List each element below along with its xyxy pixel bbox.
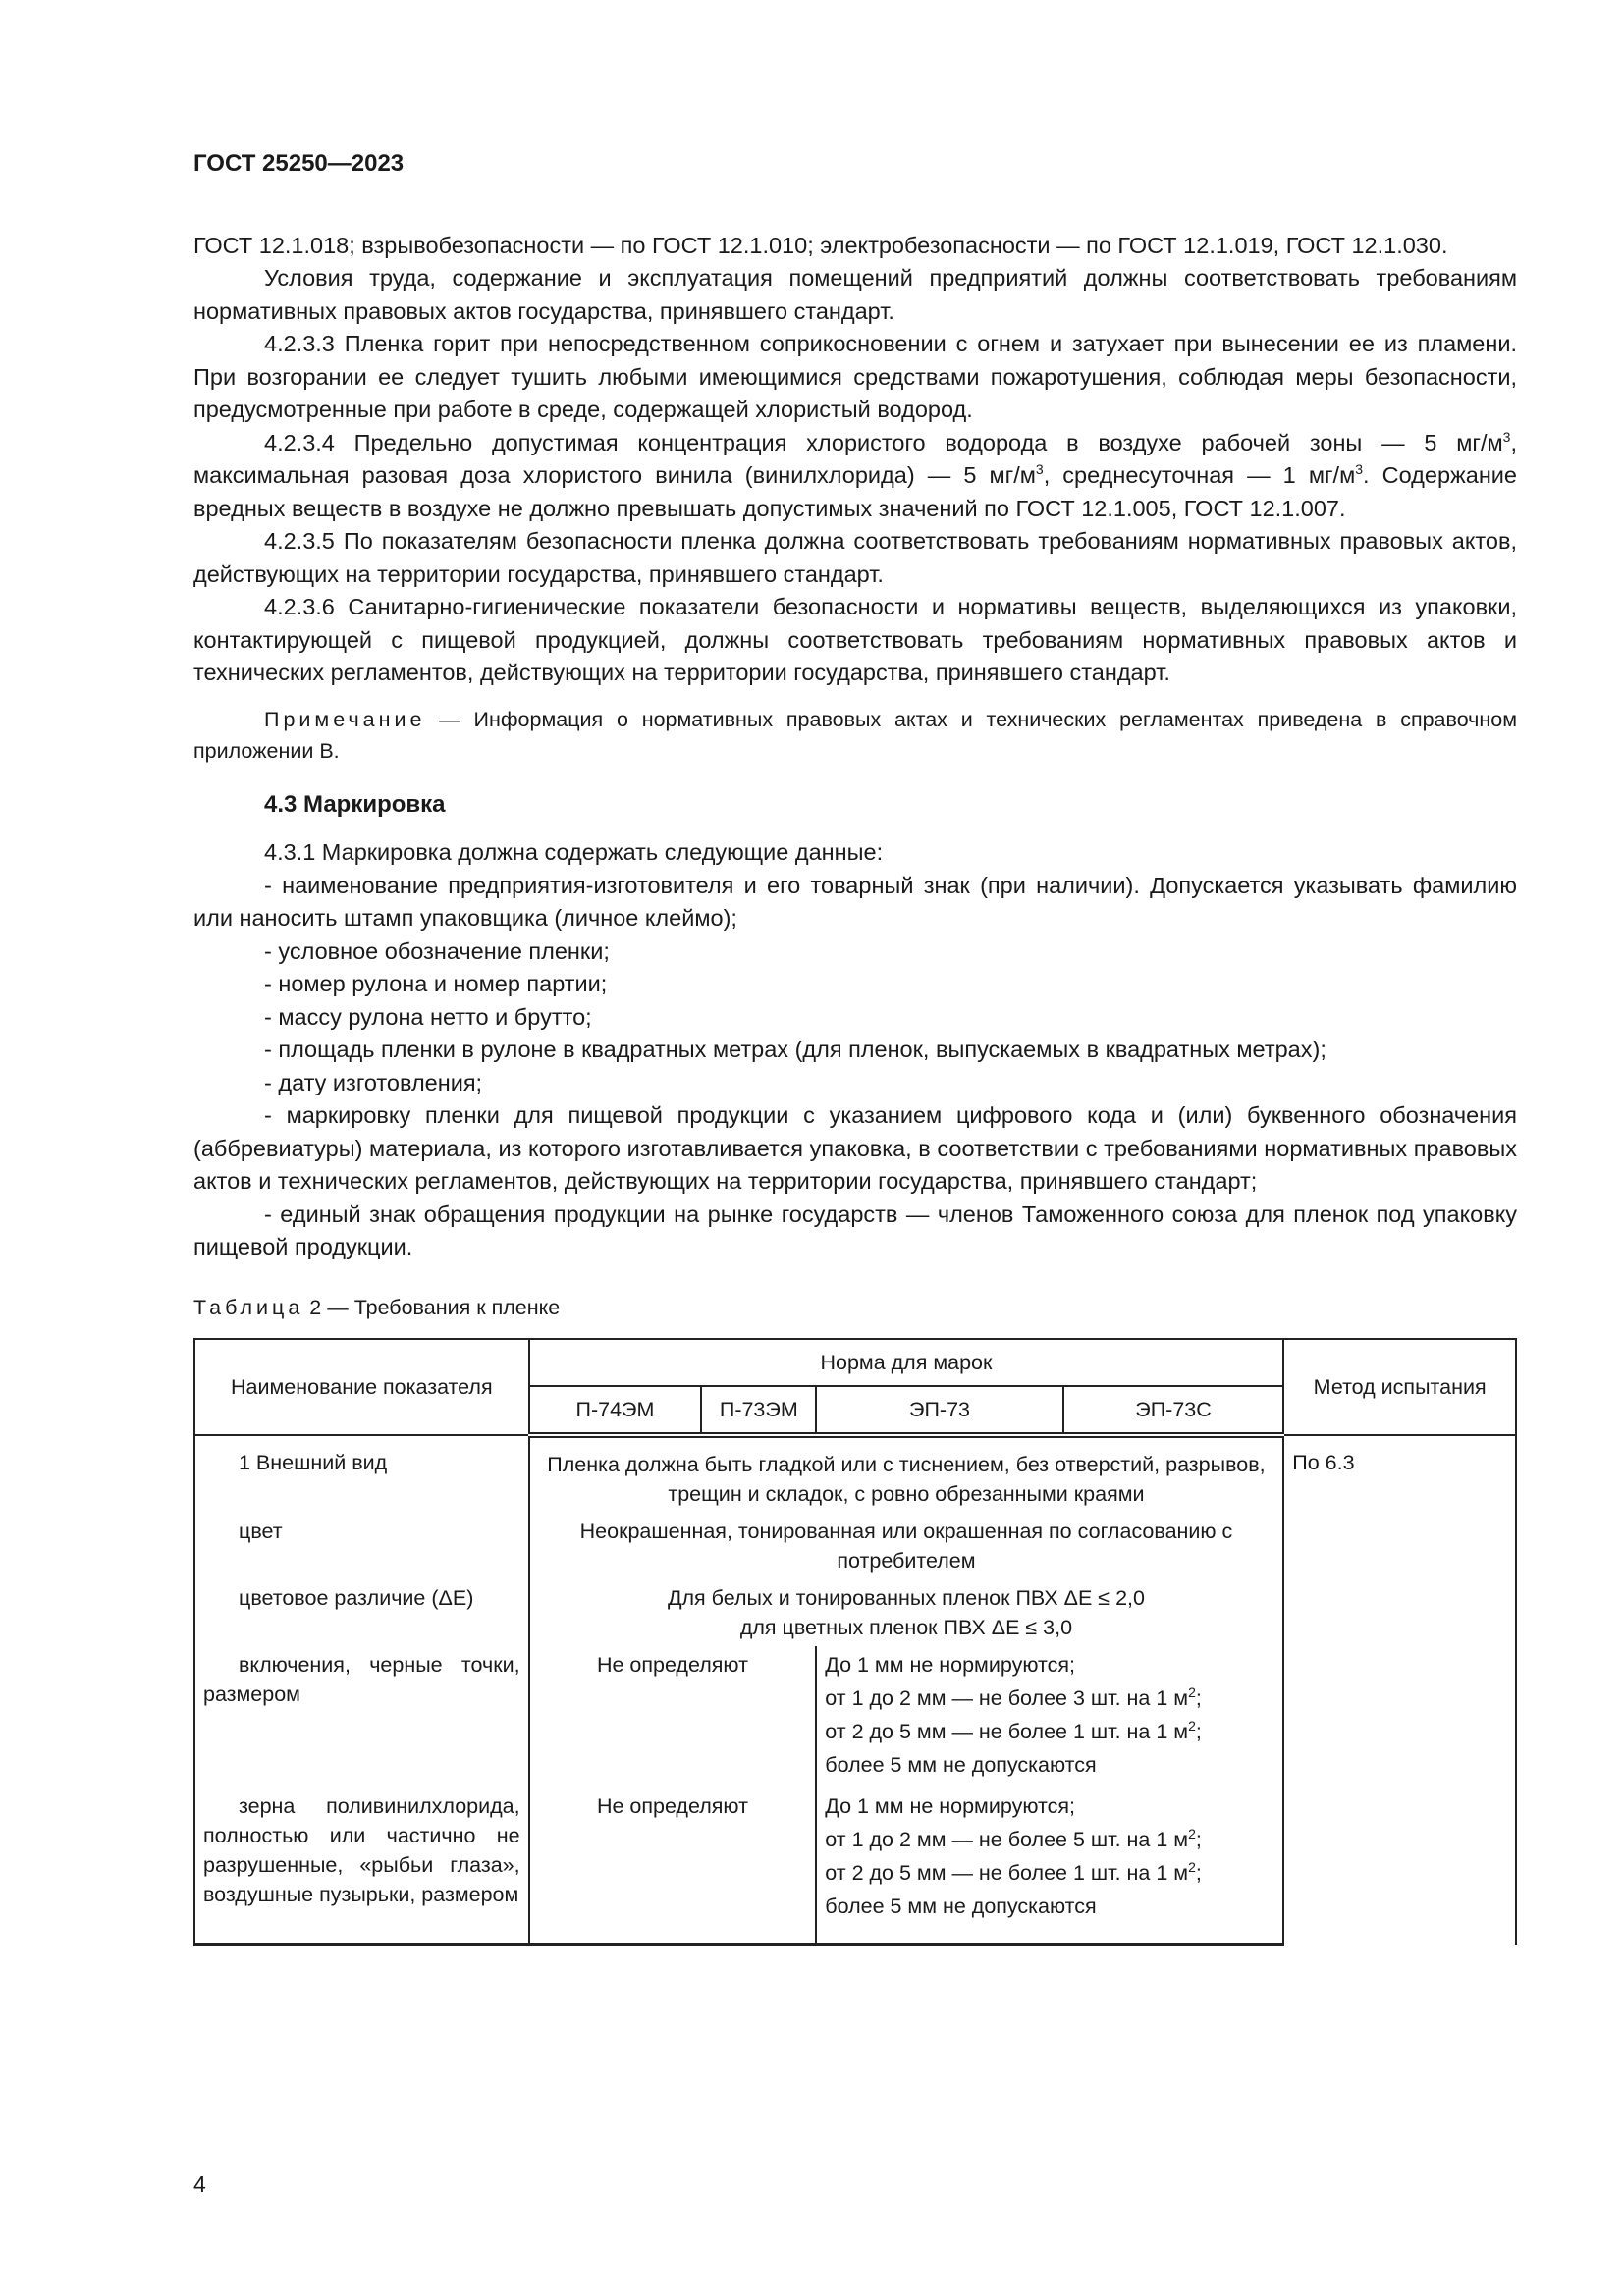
page-number: 4 bbox=[193, 2171, 206, 2197]
cell-name: 1 Внешний вид bbox=[194, 1435, 529, 1513]
cell-value: Неокрашенная, тонированная или окрашенная по согласованию с потребителем bbox=[529, 1513, 1284, 1579]
header-name: Наименование показателя bbox=[194, 1339, 529, 1435]
header-norm: Норма для марок bbox=[529, 1339, 1284, 1386]
cell-value: Не определяют bbox=[529, 1788, 817, 1945]
list-item: - площадь пленки в рулоне в квадратных метрах (для пленок, выпускаемых в квадратных метрах); bbox=[264, 1037, 1326, 1062]
section-title: 4.3 Маркировка bbox=[264, 790, 446, 818]
cell-name: цвет bbox=[194, 1513, 529, 1579]
table-row bbox=[194, 1435, 1516, 1513]
cell-value: Для белых и тонированных пленок ПВХ ΔE ≤ 2,0 для цветных пленок ПВХ ΔE ≤ 3,0 bbox=[529, 1579, 1284, 1646]
header-grade: ЭП-73 bbox=[816, 1386, 1062, 1435]
paragraph: Условия труда, содержание и эксплуатация помещений предприятий должны соответствовать требованиям нормативных правовых актов государства, принявшего стандарт. bbox=[193, 265, 1517, 324]
document-page bbox=[193, 147, 1517, 1946]
list-item: - наименование предприятия-изготовителя и его товарный знак (при наличии). Допускается указывать фамилию или наносить штамп упаковщика (личное клеймо); bbox=[193, 872, 1517, 931]
list-item: - номер рулона и номер партии; bbox=[264, 971, 608, 996]
list-item: - единый знак обращения продукции на рынке государств — членов Таможенного союза для пленок под упаковку пищевой продукции. bbox=[193, 1201, 1517, 1259]
paragraph: 4.2.3.6 Санитарно-гигиенические показатели безопасности и нормативы веществ, выделяющихся из упаковки, контактирующей с пищевой продукцией, должны соответствовать требованиям нормативных правовых актов и технических регламентов, действующих на территории государства, принявшего стандарт. bbox=[193, 594, 1517, 685]
header-grade: ЭП-73С bbox=[1063, 1386, 1284, 1435]
cell-name: цветовое различие (ΔE) bbox=[194, 1579, 529, 1646]
section-intro: 4.3.1 Маркировка должна содержать следующие данные: bbox=[264, 839, 884, 865]
note: Примечание — Информация о нормативных правовых актах и технических регламентах приведена в справочном приложении В. bbox=[193, 707, 1517, 763]
requirements-table bbox=[193, 1338, 1517, 1946]
header-grade: П-73ЭМ bbox=[701, 1386, 816, 1435]
cell-list: До 1 мм не нормируются; от 1 до 2 мм — не более 3 шт. на 1 $м^2$; от 2 до 5 мм — не более 1 шт. на 1 $м^2$; более 5 мм не допускаются bbox=[816, 1646, 1283, 1788]
paragraph: 4.2.3.3 Пленка горит при непосредственном соприкосновении с огнем и затухает при вынесении ее из пламени. При возгорании ее следует тушить любыми имеющимися средствами пожаротушения, соблюдая меры безопасности, предусмотренные при работе в среде, содержащей хлористый водород. bbox=[193, 331, 1517, 422]
list-item: - дату изготовления; bbox=[264, 1069, 483, 1095]
list-item: - маркировку пленки для пищевой продукции с указанием цифрового кода и (или) буквенного обозначения (аббревиатуры) материала, из которого изготавливается упаковка, в соответствии с требованиями нормативных правовых актов и технических регламентов, действующих на территории государства, принявшего стандарт; bbox=[193, 1102, 1517, 1194]
document-header: ГОСТ 25250—2023 bbox=[193, 150, 405, 177]
cell-value: Не определяют bbox=[529, 1646, 817, 1788]
cell-name: зерна поливинилхлорида, полностью или частично не разрушенные, «рыбьи глаза», воздушные пузырьки, размером bbox=[194, 1788, 529, 1945]
list-item: - условное обозначение пленки; bbox=[264, 937, 610, 964]
header-grade: П-74ЭМ bbox=[529, 1386, 702, 1435]
table-caption: Таблица 2 — Требования к пленке bbox=[193, 1295, 561, 1319]
header-method: Метод испытания bbox=[1283, 1339, 1516, 1435]
cell-value: Пленка должна быть гладкой или с тиснением, без отверстий, разрывов, трещин и складок, с ровно обрезанными краями bbox=[529, 1435, 1284, 1513]
paragraph-4-2-3-4: 4.2.3.4 Предельно допустимая концентрация хлористого водорода в воздухе рабочей зоны — 5 $мг/м^3$, максимальная разовая доза хлористого винила (винилхлорида) — 5 $мг/м^3$, среднесуточная — 1 $мг/м^3$. Содержание вредных веществ в воздухе не должно превышать допустимых значений по ГОСТ 12.1.005, ГОСТ 12.1.007. bbox=[193, 428, 1517, 521]
cell-method: По 6.3 bbox=[1283, 1435, 1516, 1945]
paragraph: 4.2.3.5 По показателям безопасности пленка должна соответствовать требованиям нормативных правовых актов, действующих на территории государства, принявшего стандарт. bbox=[193, 528, 1517, 587]
paragraph: ГОСТ 12.1.018; взрывобезопасности — по ГОСТ 12.1.010; электробезопасности — по ГОСТ 12.1.019, ГОСТ 12.1.030. bbox=[193, 232, 1448, 258]
list-item: - массу рулона нетто и брутто; bbox=[264, 1003, 592, 1030]
cell-name: включения, черные точки, размером bbox=[194, 1646, 529, 1788]
cell-list: До 1 мм не нормируются; от 1 до 2 мм — не более 5 шт. на 1 $м^2$; от 2 до 5 мм — не более 1 шт. на 1 $м^2$; более 5 мм не допускаются bbox=[816, 1788, 1283, 1945]
